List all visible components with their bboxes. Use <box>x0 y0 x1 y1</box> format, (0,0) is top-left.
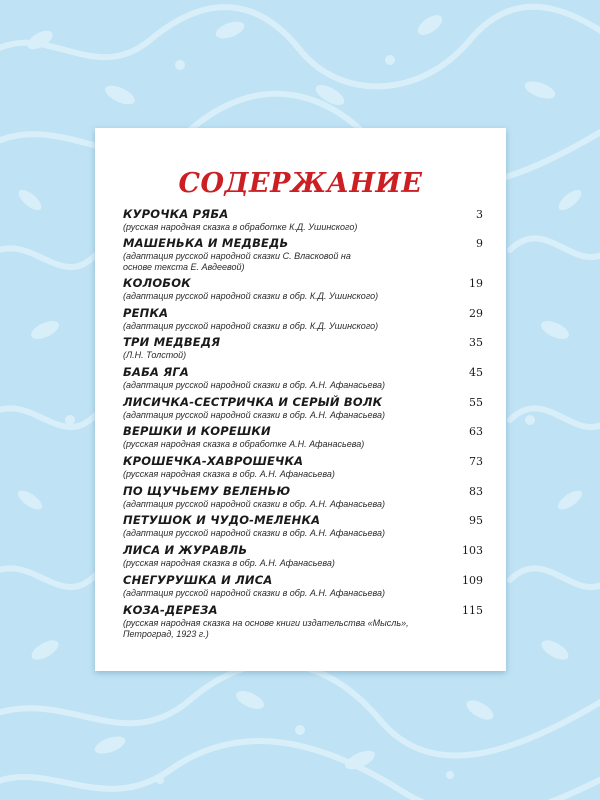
toc-entry <box>123 276 483 302</box>
page-number: 83 <box>469 485 483 498</box>
story-title: СНЕГУРУШКА И ЛИСА <box>123 573 273 587</box>
story-note: (русская народная сказка в обработке А.Н. Афанасьева) <box>123 439 365 449</box>
page-number: 115 <box>462 604 483 617</box>
story-title: КОЗА-ДЕРЕЗА <box>123 603 218 617</box>
story-title: ТРИ МЕДВЕДЯ <box>123 335 221 349</box>
page-number: 35 <box>469 336 483 349</box>
story-note: (русская народная сказка в обр. А.Н. Афанасьева) <box>123 469 335 479</box>
page-number: 9 <box>476 237 483 250</box>
story-title: МАШЕНЬКА И МЕДВЕДЬ <box>123 236 289 250</box>
story-title: КРОШЕЧКА-ХАВРОШЕЧКА <box>123 454 304 468</box>
page-number: 109 <box>462 574 483 587</box>
toc-entry <box>123 484 483 510</box>
page-number: 55 <box>469 396 483 409</box>
page-number: 45 <box>469 366 483 379</box>
story-title: КОЛОБОК <box>123 276 191 290</box>
story-title: ЛИСА И ЖУРАВЛЬ <box>123 543 248 557</box>
story-title: РЕПКА <box>123 306 169 320</box>
story-title: КУРОЧКА РЯБА <box>123 207 229 221</box>
toc-entry <box>123 573 483 599</box>
story-note: (адаптация русской народной сказки в обр. К.Д. Ушинского) <box>123 321 379 331</box>
story-title: ПО ЩУЧЬЕМУ ВЕЛЕНЬЮ <box>123 484 291 498</box>
story-note: (адаптация русской народной сказки в обр. А.Н. Афанасьева) <box>123 410 385 420</box>
story-note: (адаптация русской народной сказки С. Власковой на основе текста Е. Авдеевой) <box>123 251 351 272</box>
page-number: 29 <box>469 307 483 320</box>
story-title: ЛИСИЧКА-СЕСТРИЧКА И СЕРЫЙ ВОЛК <box>123 395 383 409</box>
story-note: (русская народная сказка в обработке К.Д. Ушинского) <box>123 222 358 232</box>
story-note: (адаптация русской народной сказки в обр. А.Н. Афанасьева) <box>123 588 385 598</box>
toc-entry <box>123 365 483 391</box>
toc-entry <box>123 207 483 233</box>
story-note: (Л.Н. Толстой) <box>123 350 187 360</box>
contents-page <box>95 128 506 671</box>
toc-entry <box>123 543 483 569</box>
story-note: (адаптация русской народной сказки в обр. А.Н. Афанасьева) <box>123 499 385 509</box>
story-note: (адаптация русской народной сказки в обр. А.Н. Афанасьева) <box>123 528 385 538</box>
toc-entry <box>123 513 483 539</box>
story-note: (русская народная сказка в обр. А.Н. Афанасьева) <box>123 558 335 568</box>
page-number: 3 <box>476 208 483 221</box>
toc-entry <box>123 454 483 480</box>
page-title: СОДЕРЖАНИЕ <box>178 168 423 199</box>
toc-entry <box>123 236 483 273</box>
story-note: (адаптация русской народной сказки в обр. К.Д. Ушинского) <box>123 291 379 301</box>
page-number: 19 <box>469 277 483 290</box>
toc-entry <box>123 603 483 640</box>
page-number: 73 <box>469 455 483 468</box>
toc-entry <box>123 335 483 361</box>
page-number: 63 <box>469 425 483 438</box>
toc-entry <box>123 306 483 332</box>
toc-entry <box>123 424 483 450</box>
toc-entry <box>123 395 483 421</box>
story-note: (русская народная сказка на основе книги издательства «Мысль», Петроград, 1923 г.) <box>123 618 409 639</box>
page-number: 95 <box>469 514 483 527</box>
story-note: (адаптация русской народной сказки в обр. А.Н. Афанасьева) <box>123 380 385 390</box>
story-title: ВЕРШКИ И КОРЕШКИ <box>123 424 271 438</box>
story-title: БАБА ЯГА <box>123 365 190 379</box>
story-title: ПЕТУШОК И ЧУДО-МЕЛЕНКА <box>123 513 321 527</box>
page-number: 103 <box>462 544 483 557</box>
